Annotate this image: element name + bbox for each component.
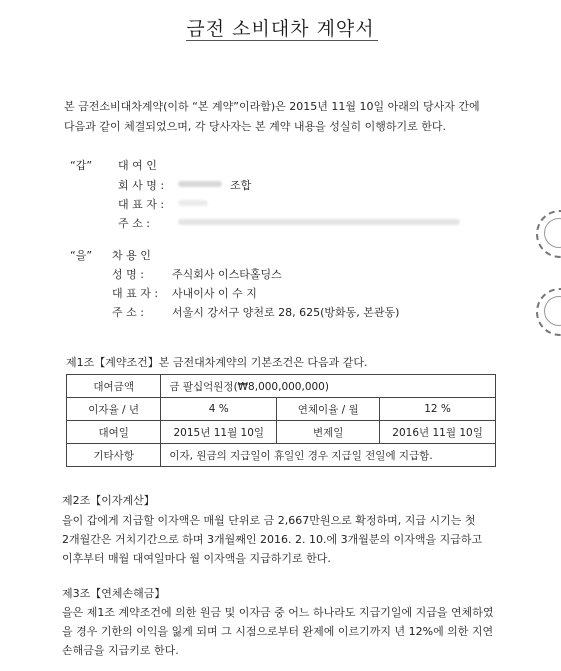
table-row xyxy=(67,444,496,467)
table-row xyxy=(67,375,496,398)
loan-date-value: 2015년 11월 10일 xyxy=(161,421,277,444)
redacted-company-name xyxy=(178,181,222,187)
title-underline xyxy=(186,40,378,41)
party-b-role: 차 용 인 xyxy=(112,249,151,262)
party-b-address-label: 주 소 : xyxy=(112,306,144,319)
article2-line-2: 2개월간은 거치기간으로 하며 3개월째인 2016. 2. 10.에 3개월분의 이자액을 지급하고 xyxy=(62,533,483,546)
intro-line-1: 본 금전소비대차계약(이하 “본 계약”이라함)은 2015년 11월 10일 아래의 당사자 간에 xyxy=(64,100,480,113)
party-a-role: 대 여 인 xyxy=(118,159,157,172)
party-a-company-value: 조합 xyxy=(230,179,252,192)
redacted-address xyxy=(178,219,460,225)
contract-terms-table xyxy=(66,374,496,467)
interest-value: 4 % xyxy=(161,398,277,421)
loan-amount-value: 금 팔십억원정(₩8,000,000,000) xyxy=(161,375,496,398)
intro-line-2: 다음과 같이 체결되었으며, 각 당사자는 본 계약 내용을 성실히 이행하기로 한다. xyxy=(64,120,446,133)
article1-heading: 제1조【계약조건】본 금전대차계약의 기본조건은 다음과 같다. xyxy=(66,356,368,369)
loan-date-label: 대여일 xyxy=(67,421,161,444)
party-a-address-label: 주 소 : xyxy=(118,217,150,230)
article3-line-3: 손해금을 지급키로 한다. xyxy=(62,644,179,657)
party-a-company-label: 회 사 명 : xyxy=(118,179,165,192)
article2-line-1: 을이 갑에게 지급할 이자액은 매월 단위로 금 2,667만원으로 확정하며, 지급 시기는 첫 xyxy=(62,514,476,527)
loan-amount-label: 대여금액 xyxy=(67,375,161,398)
party-b-rep-label: 대 표 자 : xyxy=(112,287,159,300)
party-b-tag: “을” xyxy=(70,249,93,262)
redacted-rep-name xyxy=(178,200,208,206)
document-title: 금전 소비대차 계약서 xyxy=(186,18,375,40)
penalty-label: 연체이율 / 월 xyxy=(277,398,380,421)
article3-line-1: 을은 제1조 계약조건에 의한 원금 및 이자금 중 어느 하나라도 지급기일에 지급을 연체하였 xyxy=(62,606,494,619)
table-row xyxy=(67,421,496,444)
party-b-address-value: 서울시 강서구 양천로 28, 625(방화동, 본관동) xyxy=(172,306,400,319)
party-a-rep-label: 대 표 자 : xyxy=(118,198,165,211)
party-a-tag: “갑” xyxy=(70,159,93,172)
penalty-value: 12 % xyxy=(380,398,496,421)
repay-date-value: 2016년 11월 10일 xyxy=(380,421,496,444)
repay-date-label: 변제일 xyxy=(277,421,380,444)
interest-label: 이자율 / 년 xyxy=(67,398,161,421)
other-value: 이자, 원금의 지급일이 휴일인 경우 지급일 전일에 지급함. xyxy=(161,444,496,467)
party-b-rep-value: 사내이사 이 수 지 xyxy=(172,287,257,300)
table-row xyxy=(67,398,496,421)
article2-line-3: 이후부터 매월 대여일마다 월 이자액을 지급하기로 한다. xyxy=(62,552,331,565)
article3-heading: 제3조【연체손해금】 xyxy=(62,587,166,600)
other-label: 기타사항 xyxy=(67,444,161,467)
article2-heading: 제2조【이자계산】 xyxy=(62,494,155,507)
party-b-name-label: 성 명 : xyxy=(112,268,144,281)
party-b-name-value: 주식회사 이스타홀딩스 xyxy=(172,268,282,281)
article3-line-2: 을 경우 기한의 이익을 잃게 되며 그 시점으로부터 완제에 이르기까지 년 12%에 의한 지연 xyxy=(62,625,494,638)
